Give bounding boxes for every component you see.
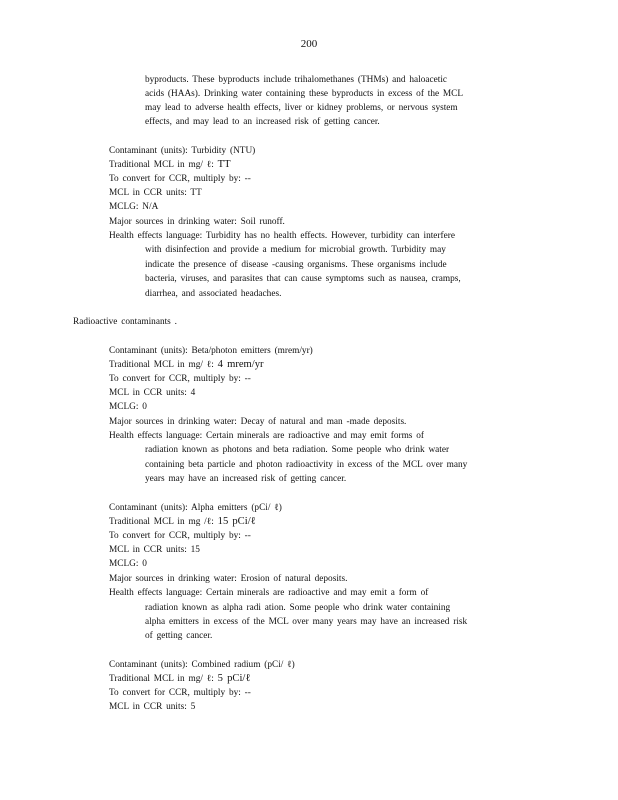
alpha-sources: Major sources in drinking water: Erosion of natural deposits. (109, 574, 348, 584)
intro-line: effects, and may lead to an increased risk of getting cancer. (145, 117, 380, 127)
intro-line: may lead to adverse health effects, liver or kidney problems, or nervous system (145, 103, 458, 113)
traditional-mcl-value: TT (217, 159, 231, 170)
traditional-mcl-value: 15 pCi/ℓ (217, 516, 256, 527)
intro-line: acids (HAAs). Drinking water containing these byproducts in excess of the MCL (145, 89, 464, 99)
beta-mcl-ccr: MCL in CCR units: 4 (109, 388, 196, 398)
page-number: 200 (300, 38, 318, 50)
alpha-convert: To convert for CCR, multiply by: -- (109, 531, 251, 541)
traditional-mcl-label: Traditional MCL in mg/ ℓ: (109, 160, 214, 170)
alpha-traditional-mcl (109, 515, 256, 529)
alpha-contaminant: Contaminant (units): Alpha emitters (pCi/ ℓ) (109, 503, 282, 513)
traditional-mcl-value: 4 mrem/yr (217, 359, 264, 370)
turbidity-health-line: with disinfection and provide a medium for microbial growth. Turbidity may (145, 245, 446, 255)
turbidity-sources: Major sources in drinking water: Soil runoff. (109, 217, 285, 227)
turbidity-health-line: bacteria, viruses, and parasites that can cause symptoms such as nausea, cramps, (145, 274, 461, 284)
alpha-health-line: Health effects language: Certain minerals are radioactive and may emit a form of (109, 588, 429, 598)
traditional-mcl-value: 5 pCi/ℓ (217, 673, 251, 684)
intro-line: byproducts. These byproducts include trihalomethanes (THMs) and haloacetic (145, 75, 448, 85)
alpha-mcl-ccr: MCL in CCR units: 15 (109, 545, 200, 555)
traditional-mcl-label: Traditional MCL in mg/ ℓ: (109, 360, 214, 370)
section-heading: Radioactive contaminants . (73, 317, 177, 327)
turbidity-health-line: indicate the presence of disease -causing organisms. These organisms include (145, 260, 447, 270)
beta-health-line: radiation known as photons and beta radiation. Some people who drink water (145, 445, 450, 455)
turbidity-health-line: diarrhea, and associated headaches. (145, 289, 282, 299)
turbidity-mcl-ccr: MCL in CCR units: TT (109, 188, 202, 198)
beta-mclg: MCLG: 0 (109, 402, 147, 412)
radium-mcl-ccr: MCL in CCR units: 5 (109, 702, 196, 712)
turbidity-convert: To convert for CCR, multiply by: -- (109, 174, 251, 184)
beta-sources: Major sources in drinking water: Decay of natural and man -made deposits. (109, 417, 407, 427)
turbidity-health-line: Health effects language: Turbidity has no health effects. However, turbidity can interfere (109, 231, 455, 241)
alpha-health-line: of getting cancer. (145, 631, 213, 641)
alpha-health-line: alpha emitters in excess of the MCL over many years may have an increased risk (145, 617, 468, 627)
beta-traditional-mcl (109, 358, 264, 372)
alpha-mclg: MCLG: 0 (109, 559, 147, 569)
alpha-health-line: radiation known as alpha radi ation. Some people who drink water containing (145, 603, 451, 613)
beta-health-line: years may have an increased risk of getting cancer. (145, 474, 347, 484)
radium-contaminant: Contaminant (units): Combined radium (pCi/ ℓ) (109, 660, 295, 670)
beta-health-line: containing beta particle and photon radioactivity in excess of the MCL over many (145, 460, 468, 470)
traditional-mcl-label: Traditional MCL in mg /ℓ: (109, 517, 214, 527)
turbidity-traditional-mcl (109, 158, 231, 172)
turbidity-mclg: MCLG: N/A (109, 202, 159, 212)
beta-health-line: Health effects language: Certain minerals are radioactive and may emit forms of (109, 431, 424, 441)
traditional-mcl-label: Traditional MCL in mg/ ℓ: (109, 674, 214, 684)
beta-contaminant: Contaminant (units): Beta/photon emitters (mrem/yr) (109, 346, 313, 356)
radium-traditional-mcl (109, 672, 250, 686)
turbidity-contaminant: Contaminant (units): Turbidity (NTU) (109, 146, 256, 156)
beta-convert: To convert for CCR, multiply by: -- (109, 374, 251, 384)
radium-convert: To convert for CCR, multiply by: -- (109, 688, 251, 698)
